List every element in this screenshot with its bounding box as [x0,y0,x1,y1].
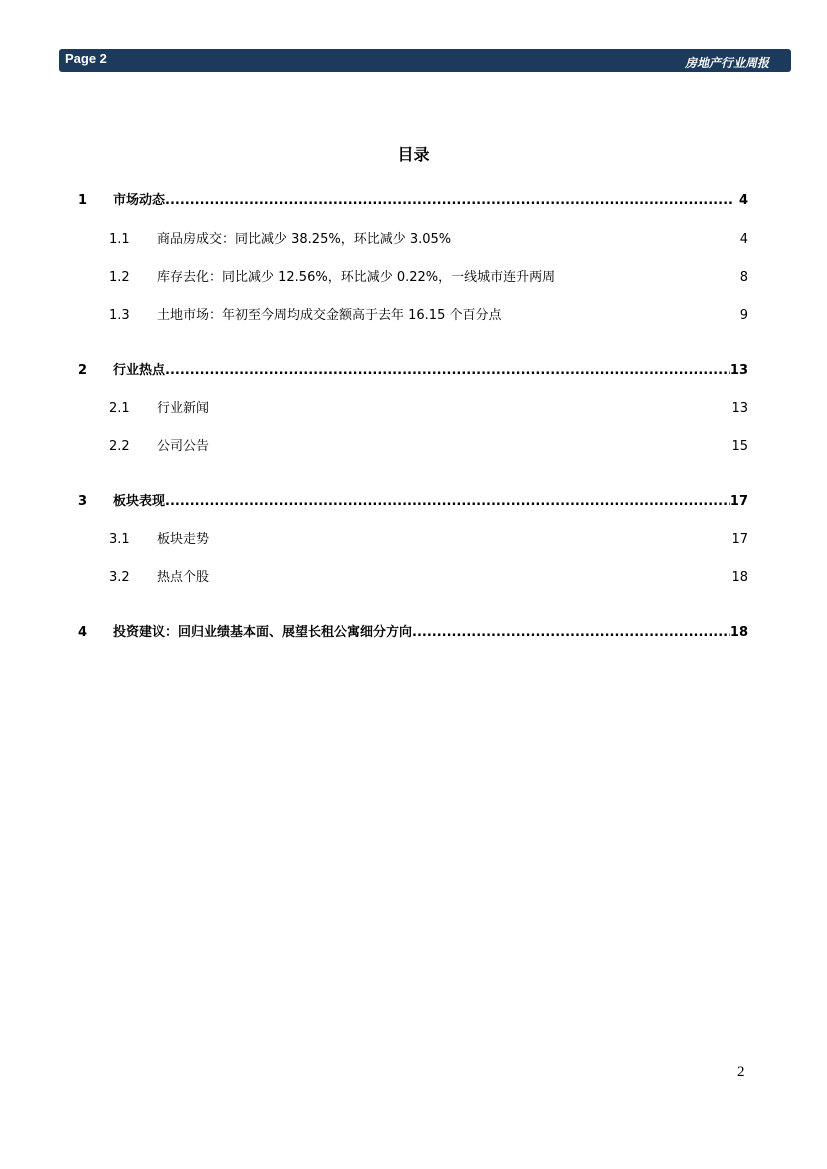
toc-entry-2-2[interactable] [78,435,748,455]
toc-entry-page: 4 [739,232,748,247]
toc-entry-1[interactable] [78,189,748,209]
toc-entry-number: 3.1 [109,532,130,547]
toc-leader-dots [412,625,730,640]
toc-entry-text: 行业新闻 [157,401,210,416]
header-page-label: Page 2 [65,51,107,66]
header-report-title: 房地产行业周报 [684,56,769,70]
toc-leader-dots [165,363,730,378]
toc-entry-text: 热点个股 [157,570,210,585]
toc-entry-page: 9 [739,308,748,323]
toc-title: 目录 [397,145,430,164]
toc-entry-text: 库存去化：同比减少 12.56%，环比减少 0.22%，一线城市连升两周 [157,270,556,285]
toc-entry-page: 17 [731,532,748,547]
toc-entry-number: 2.1 [109,401,130,416]
toc-entry-1-1[interactable] [78,228,748,248]
toc-entry-page: 4 [738,193,748,208]
toc-entry-text: 行业热点 [113,363,166,378]
toc-entry-page: 15 [731,439,748,454]
toc-entry-1-2[interactable] [78,266,748,286]
toc-entry-text: 板块表现 [113,494,166,509]
header-bar [59,49,791,72]
toc-entry-3-1[interactable] [78,528,748,548]
toc-entry-number: 2.2 [109,439,130,454]
toc-entry-number: 3 [78,494,88,509]
toc-entry-3-2[interactable] [78,566,748,586]
page-number: 2 [737,1064,745,1080]
toc-entry-number: 3.2 [109,570,130,585]
toc-entry-text: 商品房成交：同比减少 38.25%，环比减少 3.05% [157,232,452,247]
toc-entry-text: 公司公告 [157,439,210,454]
toc-entry-number: 1.3 [109,308,130,323]
toc-entry-page: 17 [729,494,748,509]
toc-leader-dots [165,494,730,509]
toc-entry-text: 板块走势 [157,532,210,547]
toc-entry-number: 2 [78,363,88,378]
toc-entry-page: 18 [729,625,748,640]
toc-entry-text: 土地市场：年初至今周均成交金额高于去年 16.15 个百分点 [157,308,502,323]
toc-entry-page: 8 [739,270,748,285]
toc-entry-number: 1.2 [109,270,130,285]
toc-entry-page: 13 [729,363,748,378]
toc-entry-number: 1.1 [109,232,130,247]
toc-entry-1-3[interactable] [78,304,748,324]
toc-entry-number: 4 [78,625,88,640]
toc-leader-dots [165,193,734,208]
toc-entry-number: 1 [78,193,88,208]
toc-entry-3[interactable] [78,490,748,510]
toc-entry-text: 市场动态 [113,193,166,208]
toc-entry-page: 18 [731,570,748,585]
toc-entry-text: 投资建议：回归业绩基本面、展望长租公寓细分方向 [113,625,413,640]
toc-entry-2-1[interactable] [78,397,748,417]
toc-entry-4[interactable] [78,621,748,641]
toc-entry-page: 13 [731,401,748,416]
toc-entry-2[interactable] [78,359,748,379]
